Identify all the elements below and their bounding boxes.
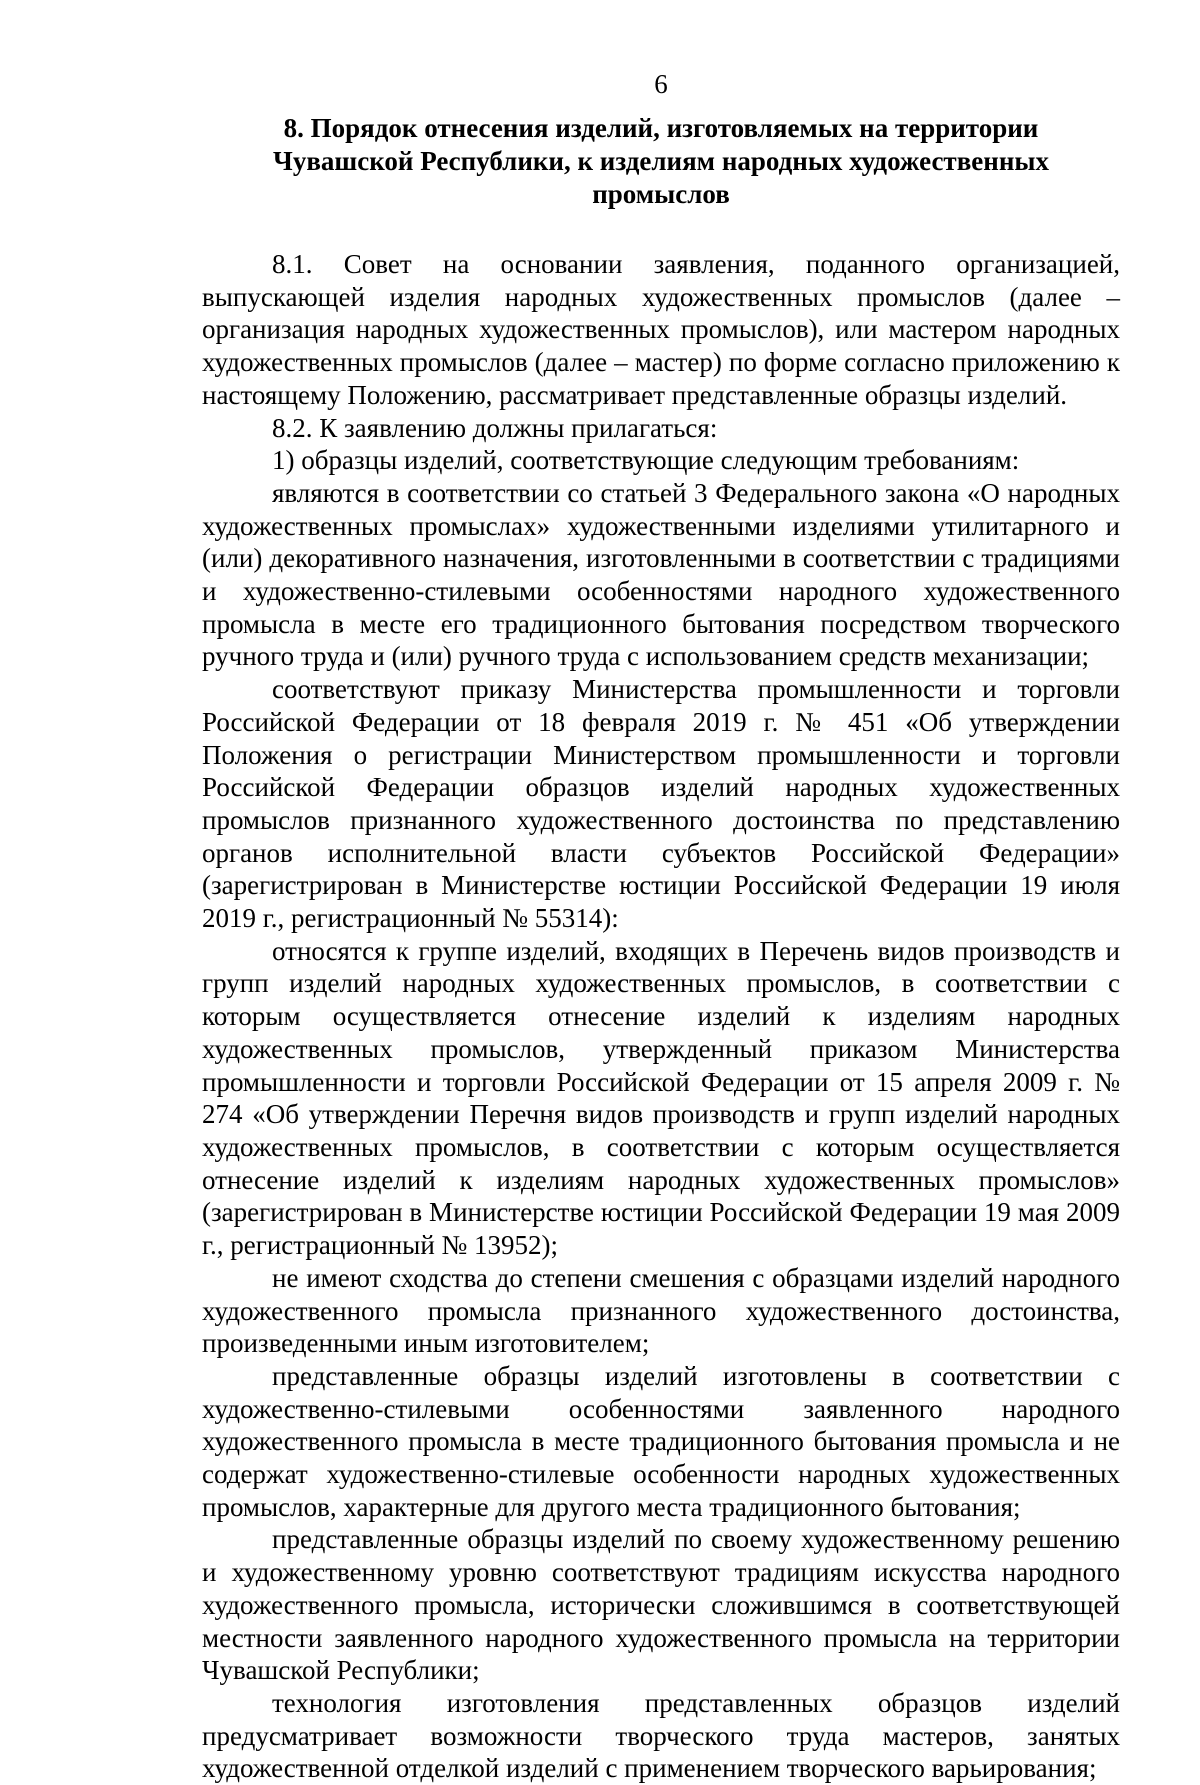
paragraph-requirement: технология изготовления представленных образцов изделий предусматривает возможности творческого труда мастеров, занятых художественной отделкой изделий с применением творческого варьирования; bbox=[202, 1687, 1120, 1784]
document-body bbox=[202, 248, 1120, 1785]
paragraph-requirement: представленные образцы изделий по своему художественному решению и художественному уровню соответствуют традициям искусства народного художественного промысла, исторически сложившимся в соответствующей местности заявленного народного художественного промысла на территории Чувашской Республики; bbox=[202, 1524, 1120, 1686]
paragraph-requirement: относятся к группе изделий, входящих в Перечень видов производств и групп изделий народных художественных промыслов, в соответствии с которым осуществляется отнесение изделий к изделиям народных художественных промыслов, утвержденный приказом Министерства промышленности и торговли Российской Федерации от 15 апреля 2009 г. № 274 «Об утверждении Перечня видов производств и групп изделий народных художественных промыслов, в соответствии с которым осуществляется отнесение изделий к изделиям народных художественных промыслов» (зарегистрирован в Министерстве юстиции Российской Федерации 19 мая 2009 г., регистрационный № 13952); bbox=[202, 935, 1120, 1261]
paragraph-8-2: 8.2. К заявлению должны прилагаться: bbox=[272, 412, 718, 443]
paragraph-item-1: 1) образцы изделий, соответствующие следующим требованиям: bbox=[272, 445, 1020, 476]
paragraph-requirement: являются в соответствии со статьей 3 Федерального закона «О народных художественных промыслах» художественными изделиями утилитарного и (или) декоративного назначения, изготовленными в соответствии с традициями и художественно-стилевыми особенностями народного художественного промысла в месте его традиционного бытования посредством творческого ручного труда и (или) ручного труда с использованием средств механизации; bbox=[202, 477, 1120, 672]
paragraph-8-1: 8.1. Совет на основании заявления, поданного организацией, выпускающей изделия народных художественных промыслов (далее – организация народных художественных промыслов), или мастером народных художественных промыслов (далее – мастер) по форме согласно приложению к настоящему Положению, рассматривает представленные образцы изделий. bbox=[202, 249, 1120, 410]
document-page bbox=[202, 68, 1120, 1785]
paragraph-requirement: представленные образцы изделий изготовлены в соответствии с художественно-стилевыми особенностями заявленного народного художественного промысла в месте традиционного бытования промысла и не содержат художественно-стилевые особенности народных художественных промыслов, характерные для другого места традиционного бытования; bbox=[202, 1360, 1120, 1522]
paragraph-requirement: не имеют сходства до степени смешения с образцами изделий народного художественного промысла признанного художественного достоинства, произведенными иным изготовителем; bbox=[202, 1262, 1120, 1359]
page-number: 6 bbox=[654, 69, 668, 99]
section-title bbox=[202, 112, 1120, 211]
paragraph-requirement: соответствуют приказу Министерства промышленности и торговли Российской Федерации от 18 февраля 2019 г. № 451 «Об утверждении Положения о регистрации Министерством промышленности и торговли Российской Федерации образцов изделий народных художественных промыслов признанного художественного достоинства по представлению органов исполнительной власти субъектов Российской Федерации» (зарегистрирован в Министерстве юстиции Российской Федерации 19 июля 2019 г., регистрационный № 55314): bbox=[202, 674, 1120, 934]
section-title-line-2: Чувашской Республики, к изделиям народных художественных промыслов bbox=[273, 146, 1049, 209]
section-title-line-1: 8. Порядок отнесения изделий, изготовляемых на территории bbox=[283, 113, 1039, 143]
